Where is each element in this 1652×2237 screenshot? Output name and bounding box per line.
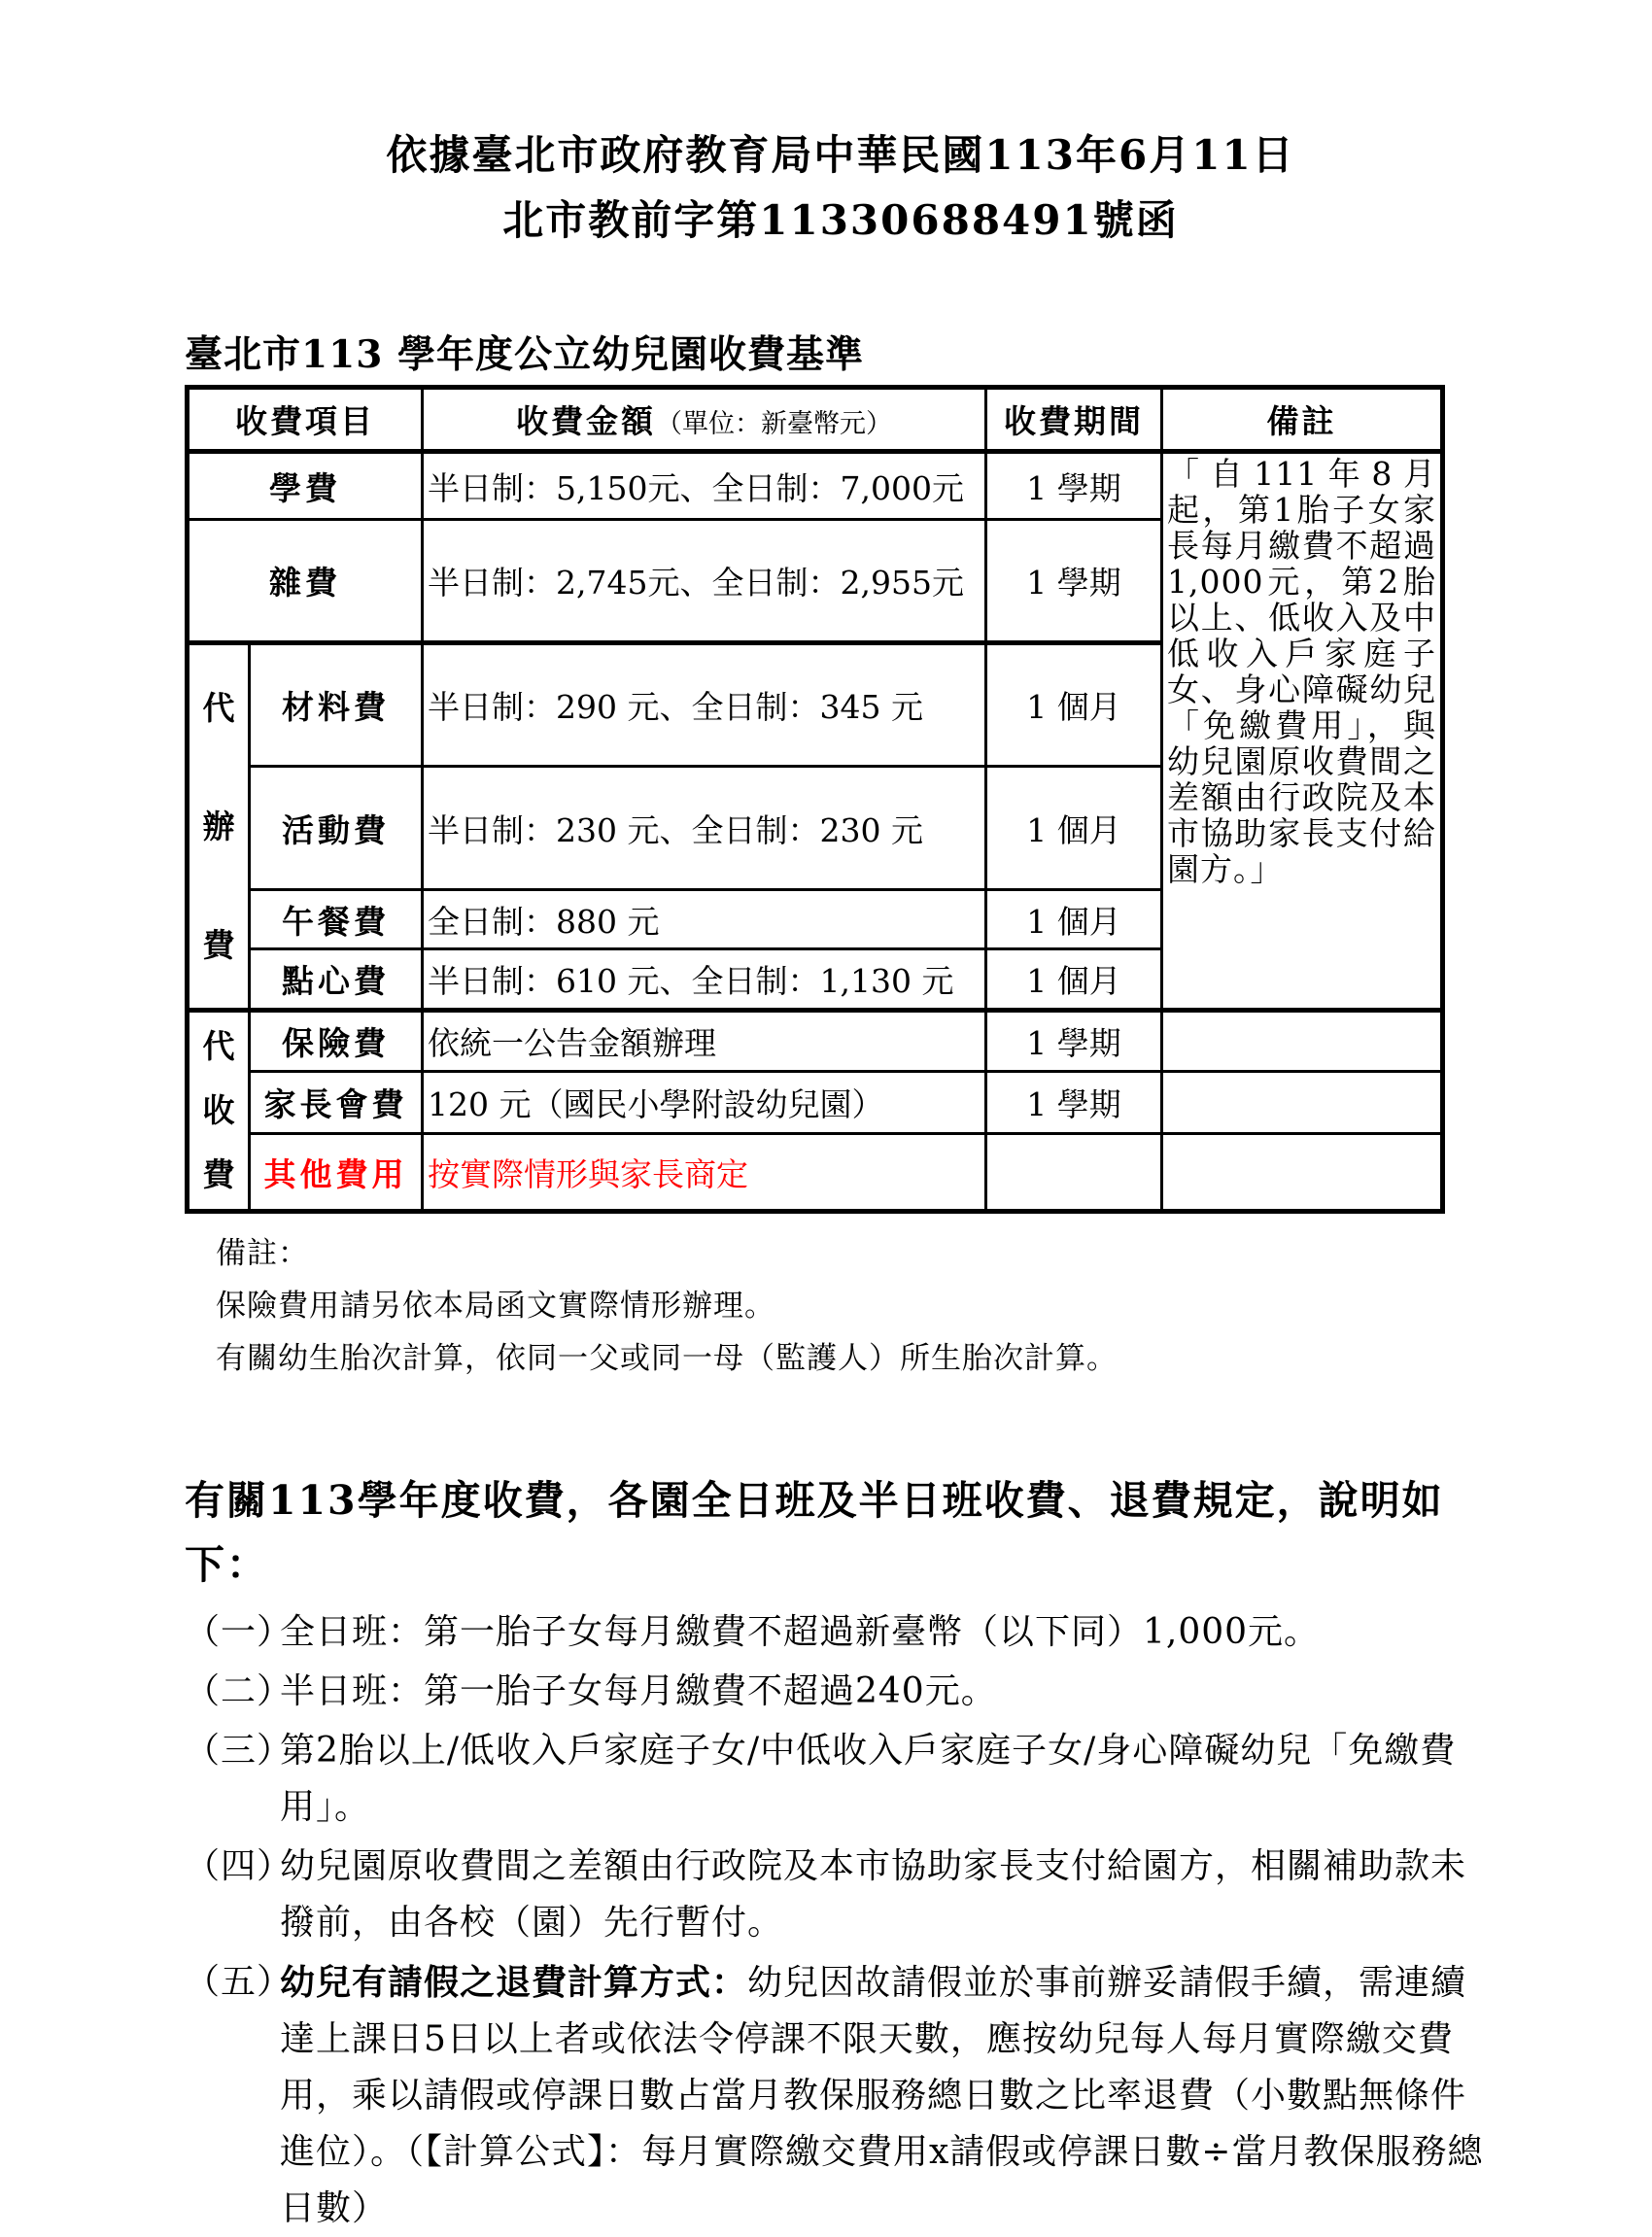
row-item: 學費 [188,452,423,520]
document-title-line1: 依據臺北市政府教育局中華民國113年6月11日 [386,131,1295,179]
remark-empty [1162,1134,1443,1212]
row-amount: 按實際情形與家長商定 [423,1134,986,1212]
table-header-row [188,388,1443,452]
row-item: 活動費 [250,767,423,890]
row-period: 1 個月 [986,767,1162,890]
remark-empty [1162,1011,1443,1072]
list-item-1 [185,1604,1497,1661]
row-item: 點心費 [250,949,423,1011]
list-marker: （三） [185,1731,293,1771]
list-text: 幼兒園原收費間之差額由行政院及本市協助家長支付給園方，相關補助款未撥前，由各校（園）先行暫付。 [280,1846,1467,1943]
row-period: 1 個月 [986,643,1162,767]
list-text: 第2胎以上/低收入戶家庭子女/中低收入戶家庭子女/身心障礙幼兒「免繳費用」。 [280,1731,1457,1827]
header-period: 收費期間 [986,388,1162,452]
list-item-2 [185,1664,1497,1720]
list-text: 半日班：第一胎子女每月繳費不超過240元。 [280,1671,997,1711]
row-item: 材料費 [250,643,423,767]
table-row-other-fees [188,1134,1443,1212]
row-period: 1 學期 [986,1011,1162,1072]
row-period: 1 個月 [986,949,1162,1011]
row-period: 1 學期 [986,520,1162,643]
remark-note: 「自111年8月起，第1胎子女家長每月繳費不超過1,000元，第2胎以上、低收入及中低收入戶家庭子女、身心障礙幼兒「免繳費用」，與幼兒園原收費間之差額由行政院及本市協助家長支付給園方。」 [1162,452,1443,1011]
row-period: 1 學期 [986,452,1162,520]
table-notes [185,1227,1497,1385]
document-title-line2: 北市教前字第11330688491號函 [502,196,1179,244]
list-marker: （二） [185,1671,293,1711]
remark-empty [1162,1071,1443,1134]
header-amount-unit: （單位：新臺幣元） [656,409,892,439]
header-item: 收費項目 [188,388,423,452]
notes-line: 有關幼生胎次計算，依同一父或同一母（監護人）所生胎次計算。 [216,1341,1118,1376]
header-amount [423,388,986,452]
list-item-4 [185,1839,1497,1951]
table-caption: 臺北市113 學年度公立幼兒園收費基準 [185,332,864,377]
table-row [188,1071,1443,1134]
row-amount: 半日制：2,745元、全日制：2,955元 [423,520,986,643]
row-amount: 依統一公告金額辦理 [423,1011,986,1072]
row-amount: 半日制：5,150元、全日制：7,000元 [423,452,986,520]
row-item: 午餐費 [250,890,423,949]
list-item-5 [185,1954,1497,2237]
document-title [185,122,1497,253]
list-marker: （一） [185,1612,293,1652]
table-row [188,452,1443,520]
row-period: 1 個月 [986,890,1162,949]
list-text: 全日班：第一胎子女每月繳費不超過新臺幣（以下同）1,000元。 [280,1612,1321,1652]
notes-line: 保險費用請另依本局函文實際情形辦理。 [216,1289,775,1324]
row-amount: 120 元（國民小學附設幼兒園） [423,1071,986,1134]
row-amount: 半日制：290 元、全日制：345 元 [423,643,986,767]
row-amount: 半日制：610 元、全日制：1,130 元 [423,949,986,1011]
regulation-list [185,1604,1497,2237]
row-item: 雜費 [188,520,423,643]
row-item: 保險費 [250,1011,423,1072]
list-marker: （五） [185,1962,293,2002]
row-item: 其他費用 [250,1134,423,1212]
table-row [188,1011,1443,1072]
row-period: 1 學期 [986,1071,1162,1134]
notes-label: 備註： [216,1236,309,1271]
list-text: 幼兒因故請假並於事前辦妥請假手續，需連續達上課日5日以上者或依法令停課不限天數，應按幼兒每人每月實際繳交費用，乘以請假或停課日數占當月教保服務總日數之比率退費（小數點無條件進位）。（【計算公式】：每月實際繳交費用x請假或停課日數÷當月教保服務總日數） [280,1963,1484,2228]
fee-table [185,385,1445,1214]
row-amount: 半日制：230 元、全日制：230 元 [423,767,986,890]
list-text-bold: 幼兒有請假之退費計算方式： [280,1962,748,2003]
row-period [986,1134,1162,1212]
header-amount-label: 收費金額 [516,402,656,440]
row-amount: 全日制：880 元 [423,890,986,949]
list-item-3 [185,1723,1497,1836]
group-label-daishou: 代收費 [188,1011,250,1212]
row-item: 家長會費 [250,1071,423,1134]
list-marker: （四） [185,1846,293,1886]
header-remark: 備註 [1162,388,1443,452]
group-label-daiban: 代辦費 [188,643,250,1011]
section-heading: 有關113學年度收費，各園全日班及半日班收費、退費規定，說明如下： [185,1477,1444,1588]
